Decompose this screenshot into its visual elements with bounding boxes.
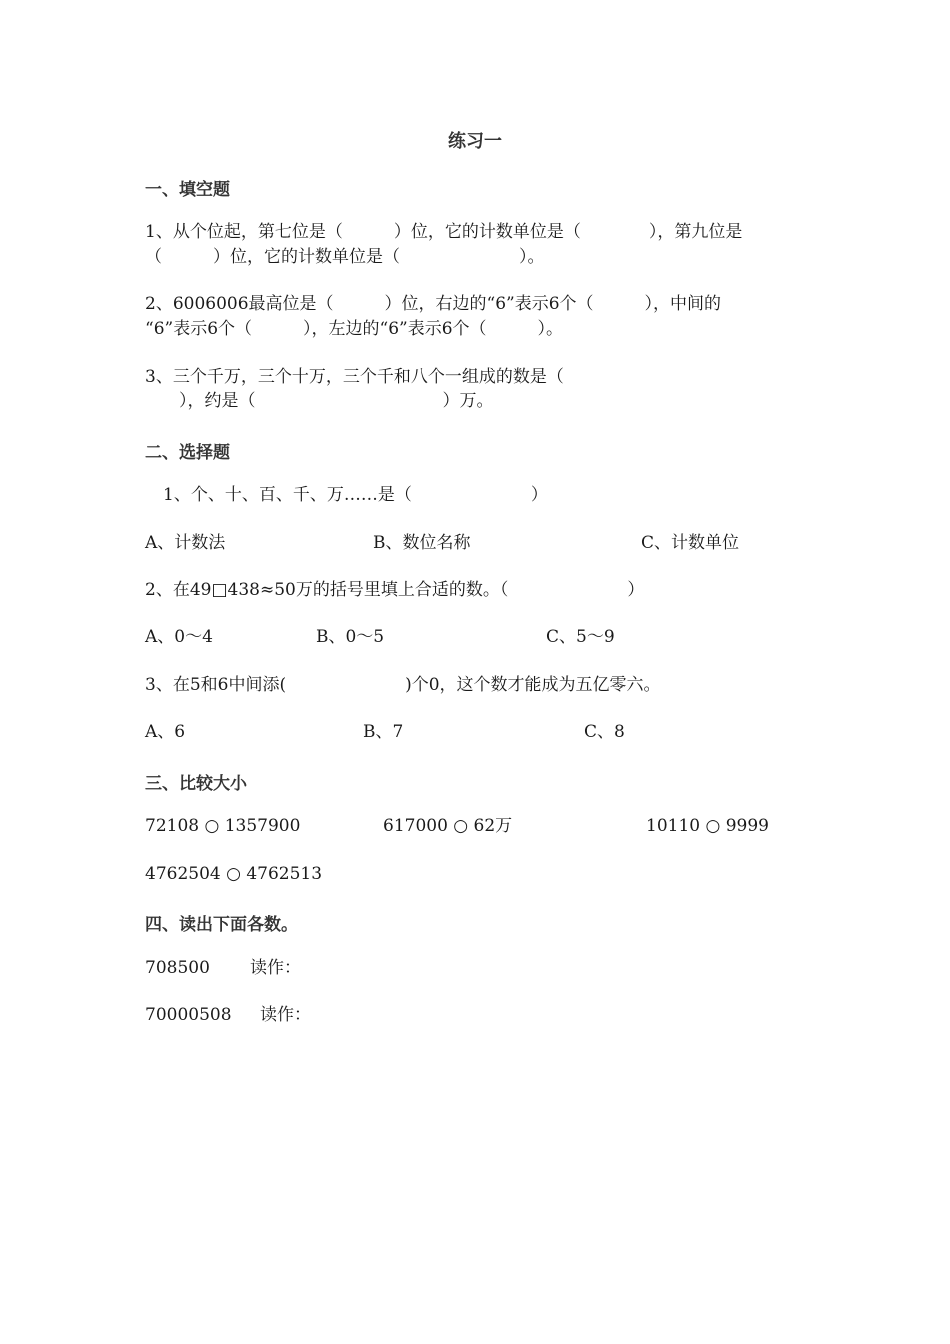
read-number-1: 708500 [145, 958, 210, 978]
question-3-line-2: ），约是（ ）万。 [145, 391, 494, 411]
choice-1-option-b: B、数位名称 [373, 533, 471, 553]
compare-item-1: 72108 ○ 1357900 [145, 816, 301, 836]
page-title: 练习一 [448, 131, 502, 152]
choice-2-option-c: C、5～9 [546, 627, 615, 647]
question-1-line-1: 1、从个位起，第七位是（ ）位，它的计数单位是（ ），第九位是 [145, 222, 743, 242]
question-3-line-1: 3、三个千万，三个十万，三个千和八个一组成的数是（ [145, 367, 564, 387]
choice-3-option-c: C、8 [584, 722, 625, 742]
choice-1-option-c: C、计数单位 [641, 533, 740, 553]
choice-question-3: 3、在5和6中间添( )个0，这个数才能成为五亿零六。 [145, 675, 661, 695]
section-heading-read-numbers: 四、读出下面各数。 [145, 915, 298, 935]
read-label-2: 读作： [260, 1005, 311, 1025]
choice-question-1: 1、个、十、百、千、万……是（ ） [163, 485, 548, 505]
compare-item-3: 10110 ○ 9999 [646, 816, 769, 836]
choice-3-option-b: B、7 [363, 722, 404, 742]
choice-3-option-a: A、6 [145, 722, 186, 742]
question-1-line-2: （ ）位，它的计数单位是（ ）。 [145, 247, 545, 267]
question-2-line-2: “6”表示6个（ ），左边的“6”表示6个（ ）。 [145, 319, 564, 339]
compare-item-2: 617000 ○ 62万 [383, 816, 513, 836]
choice-question-2: 2、在49□438≈50万的括号里填上合适的数。（ ） [145, 580, 645, 600]
choice-2-option-b: B、0～5 [316, 627, 385, 647]
read-number-2: 70000508 [145, 1005, 232, 1025]
choice-2-option-a: A、0～4 [145, 627, 213, 647]
question-2-line-1: 2、6006006最高位是（ ）位，右边的“6”表示6个（ ），中间的 [145, 294, 722, 314]
section-heading-multiple-choice: 二、选择题 [145, 443, 230, 463]
section-heading-compare: 三、比较大小 [145, 774, 247, 794]
read-label-1: 读作： [250, 958, 301, 978]
choice-1-option-a: A、计数法 [145, 533, 226, 553]
section-heading-fill-blank: 一、填空题 [145, 180, 230, 200]
compare-item-4: 4762504 ○ 4762513 [145, 864, 323, 884]
